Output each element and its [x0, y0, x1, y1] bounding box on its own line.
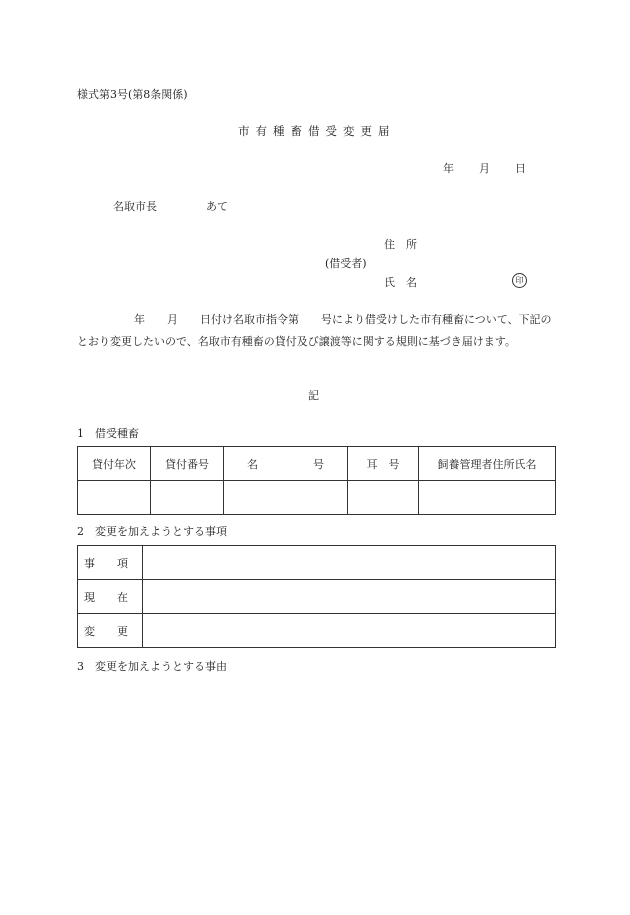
date-year: 年 — [443, 162, 454, 175]
borrower-role: (借受者) — [325, 257, 367, 270]
cell-keeper-address-name[interactable] — [419, 481, 556, 515]
table-row — [78, 614, 556, 648]
row-label-current: 現 在 — [78, 580, 143, 614]
section3-heading: 3 変更を加えようとする事由 — [77, 660, 227, 673]
name-label: 氏 名 — [384, 276, 417, 289]
col-keeper-address-name: 飼養管理者住所氏名 — [419, 447, 556, 481]
table-header-row — [78, 447, 556, 481]
document-title: 市有種畜借受変更届 — [238, 124, 396, 138]
body-paragraph: 年 月 日付け名取市指令第 号により借受けした市有種畜について、下記のとおり変更したいので、名取市有種畜の貸付及び譲渡等に関する規則に基づき届けます。 — [77, 313, 552, 348]
seal-mark — [512, 273, 527, 288]
col-loan-number: 貸付番号 — [151, 447, 224, 481]
col-ear-number: 耳 号 — [348, 447, 419, 481]
date-month: 月 — [479, 162, 490, 175]
cell-current[interactable] — [143, 580, 556, 614]
address-label: 住 所 — [384, 238, 417, 251]
table-row — [78, 580, 556, 614]
col-registered-name: 名 号 — [224, 447, 348, 481]
form-number: 様式第3号(第8条関係) — [77, 88, 188, 101]
seal-icon: 印 — [512, 273, 527, 288]
date-day: 日 — [515, 162, 526, 175]
borrowed-livestock-table — [77, 446, 556, 515]
cell-loan-number[interactable] — [151, 481, 224, 515]
table-row — [78, 481, 556, 515]
change-items-table — [77, 545, 556, 648]
addressee-name: 名取市長 — [113, 200, 157, 213]
cell-item[interactable] — [143, 546, 556, 580]
cell-change[interactable] — [143, 614, 556, 648]
cell-loan-year[interactable] — [78, 481, 151, 515]
ki-heading: 記 — [308, 389, 319, 402]
cell-ear-number[interactable] — [348, 481, 419, 515]
row-label-item: 事 項 — [78, 546, 143, 580]
cell-registered-name[interactable] — [224, 481, 348, 515]
row-label-change: 変 更 — [78, 614, 143, 648]
addressee-suffix: あて — [206, 200, 228, 213]
section2-heading: 2 変更を加えようとする事項 — [77, 525, 227, 538]
table-row — [78, 546, 556, 580]
col-loan-year: 貸付年次 — [78, 447, 151, 481]
section1-heading: 1 借受種畜 — [77, 427, 139, 440]
